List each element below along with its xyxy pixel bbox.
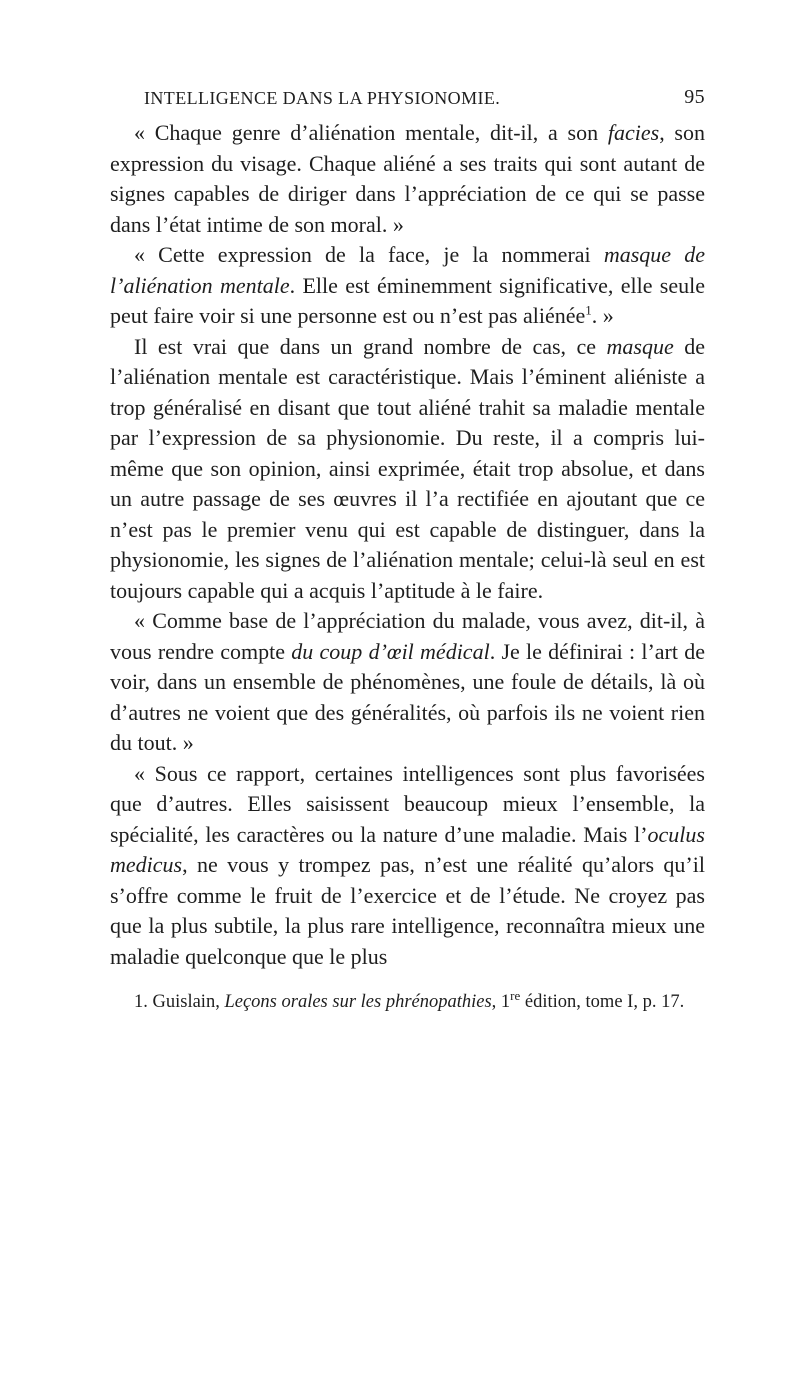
paragraph — [110, 118, 705, 240]
italic-text: oculus medicus — [110, 821, 705, 877]
text-run: « Comme base de l’appréciation du malade, vous avez, dit-il, à vous rendre compte — [110, 608, 705, 664]
running-header — [110, 88, 705, 118]
paragraph — [110, 759, 705, 973]
paragraph — [110, 606, 705, 759]
footnote — [110, 987, 705, 1015]
running-title: INTELLIGENCE DANS LA PHYSIONOMIE. — [144, 88, 501, 108]
book-page — [110, 88, 705, 1015]
text-run: , son expression du visage. Chaque aliéné a ses traits qui sont autant de signes capables de diriger dans l’appréciation de ce qui se passe dans l’état intime de son moral. » — [110, 120, 705, 237]
text-run: « Chaque genre d’aliénation mentale, dit-il, a son — [134, 120, 608, 145]
text-run: . Elle est éminemment significative, elle seule peut faire voir si une personne est ou n’est pas aliénée — [110, 272, 706, 328]
paragraph — [110, 240, 705, 332]
superscript: re — [510, 987, 521, 1003]
text-run: , ne vous y trompez pas, n’est une réalité qu’alors qu’il s’offre comme le fruit de l’exercice et de l’étude. Ne croyez pas que la plus subtile, la plus rare intelligence, reconnaîtra mieux une maladie quelconque que le plus — [110, 852, 705, 969]
text-run: . » — [591, 303, 614, 328]
text-run: « Sous ce rapport, certaines intelligences sont plus favorisées que d’autres. Elles saisissent beaucoup mieux l’ensemble, la spécialité, les caractères ou la nature d’une maladie. Mais l’ — [110, 760, 705, 847]
text-run: « Cette expression de la face, je la nommerai — [134, 242, 604, 267]
text-run: . Je le définirai : l’art de voir, dans un ensemble de phénomènes, une foule de détails, là où d’autres ne voient que des généralités, où parfois ils ne voient rien du tout. » — [110, 638, 705, 755]
text-run: édition, tome I, p. 17. — [520, 992, 685, 1012]
body-text — [110, 118, 705, 972]
page-number: 95 — [684, 86, 705, 108]
italic-text: du coup d’œil médical — [291, 638, 490, 664]
text-run: 1. Guislain, — [134, 992, 225, 1012]
italic-text: facies — [607, 120, 660, 145]
text-run: Il est vrai que dans un grand nombre de cas, ce — [134, 333, 607, 359]
paragraph — [110, 332, 705, 607]
text-run: , 1 — [491, 992, 511, 1012]
italic-text: masque de l’aliénation mentale — [110, 242, 706, 298]
italic-text: masque — [606, 333, 674, 359]
text-run: de l’aliénation mentale est caractéristique. Mais l’éminent aliéniste a trop généralisé en disant que tout aliéné trahit sa maladie mentale par l’expression de sa physionomie. Du reste, il a compris lui-même que son opinion, ainsi exprimée, était trop absolue, et dans un autre passage de ses œuvres il l’a rectifiée en ajoutant que ce n’est pas le premier venu qui est capable de distinguer, dans la physionomie, les signes de l’aliénation mentale; celui-là seul en est toujours capable qui a acquis l’aptitude à le faire. — [110, 333, 706, 603]
italic-text: Leçons orales sur les phrénopathies — [224, 992, 492, 1012]
superscript: 1 — [585, 302, 592, 318]
